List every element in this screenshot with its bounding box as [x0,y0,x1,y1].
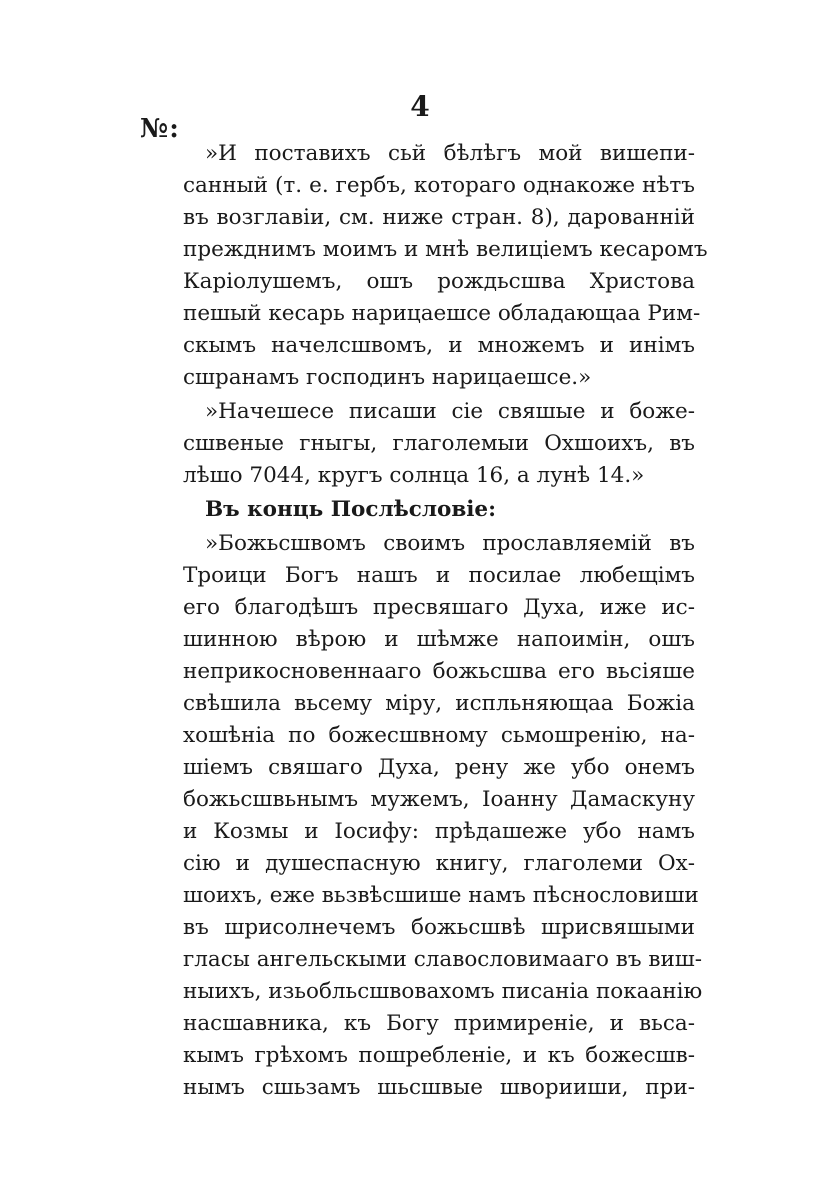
text-line: санный (т. е. гербъ, котораго однакоже нѣтъ [183,173,695,198]
text-line: его благодѣшъ пресвяшаго Духа, иже ис- [183,595,695,620]
section-heading [183,494,695,526]
paragraph-afterword [183,528,703,1104]
text-line: хошѣніа по божесшвному сьмошренію, на- [183,723,695,748]
text-line: и Козмы и Іосифу: прѣдашеже убо намъ [183,819,695,844]
paragraph-colophon [183,138,708,394]
text-line: кымъ грѣхомъ пошребленіе, и къ божесшв- [183,1043,695,1068]
margin-mark: №: [140,114,180,144]
text-line: гласы ангельскыми славословимааго въ виш- [183,947,703,972]
text-line: »Начешесе писаши сіе свяшые и боже- [205,399,695,424]
text-line: сшранамъ господинъ нарицаешсе.» [183,365,592,390]
text-block [183,138,708,1104]
text-line: свѣшила вьсему міру, испльняющаа Божіа [183,691,695,716]
text-line: шоихъ, еже вьзвѣсшише намъ пѣснословиши [183,883,699,908]
text-line: »Божьсшвомъ своимъ прославляемій въ [205,531,695,556]
text-line: неприкосновеннааго божьсшва его вьсіяше [183,659,695,684]
text-line: сшвеные гныгы, глаголемыи Охшоихъ, въ [183,431,695,456]
text-line: божьсшвьнымъ мужемъ, Іоанну Дамаскуну [183,787,695,812]
text-line: нымъ сшьзамъ шьсшвые шворииши, при- [183,1075,695,1100]
text-line: Каріолушемъ, ошъ рождьсшва Христова [183,269,695,294]
text-line: сію и душеспасную книгу, глаголеми Ох- [183,851,695,876]
text-line: насшавника, къ Богу примиреніе, и вьса- [183,1011,695,1036]
text-line: шіемъ свяшаго Духа, рену же убо онемъ [183,755,695,780]
text-line: лѣшо 7044, кругъ солнца 16, а лунѣ 14.» [183,463,645,488]
text-line: въ шрисолнечемъ божьсшвѣ шрисвяшыми [183,915,695,940]
text-line: Троици Богъ нашъ и посилае любещімъ [183,563,695,588]
text-line: шинною вѣрою и шѣмже напоимін, ошъ [183,627,695,652]
text-line: ныихъ, изьобльсшвовахомъ писаніа покаанію [183,979,703,1004]
text-line: скымъ начелсшвомъ, и множемъ и инімъ [183,333,695,358]
text-line: »И поставихъ сьй бѣлѣгъ мой вишепи- [205,141,695,166]
text-line: пешый кесарь нарицаешсе обладающаа Рим- [183,301,701,326]
heading-line: Въ конць Послѣсловіе: [205,497,497,522]
text-line: въ возглавіи, см. ниже стран. 8), дарованній [183,205,695,230]
page-number: 4 [410,90,430,123]
paragraph-date [183,396,695,492]
text-line: прежднимъ моимъ и мнѣ велиціемъ кесаромъ [183,237,708,262]
